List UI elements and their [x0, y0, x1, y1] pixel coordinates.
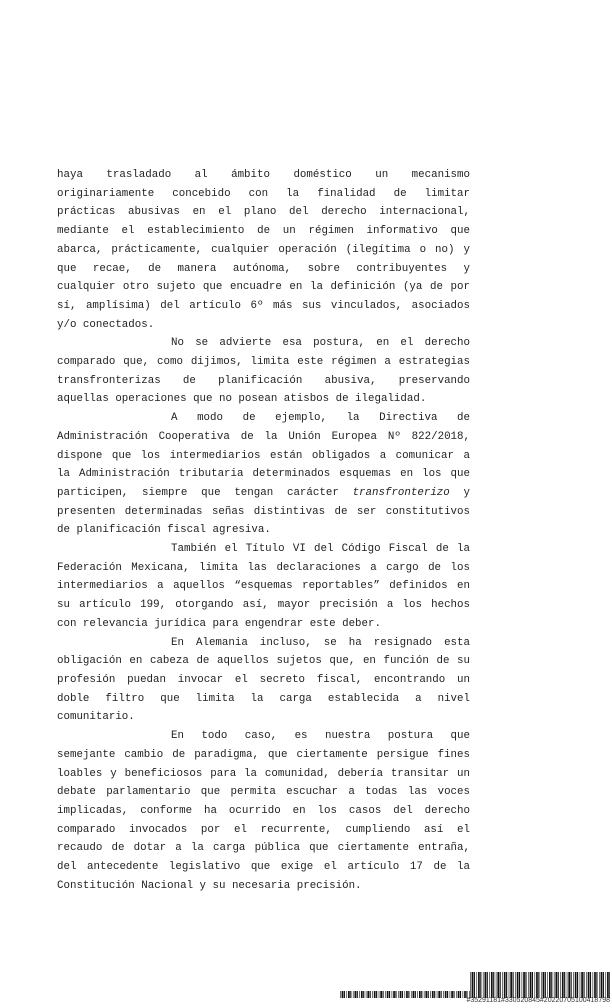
- text-line: implicadas, conforme ha ocurrido en los casos del derecho: [57, 804, 470, 817]
- text-line: obligación en cabeza de aquellos sujetos que, en función de su: [57, 655, 470, 668]
- text-line: y/o conectados.: [57, 318, 155, 331]
- text-line: recaudo de dotar a la carga pública que ciertamente entraña,: [57, 842, 470, 855]
- text-line: En todo caso, es nuestra postura que: [171, 730, 470, 743]
- barcode-number: #35291181#330520845#20220705100418798: [466, 997, 610, 1004]
- text-line: loables y beneficiosos para la comunidad, debería transitar un: [57, 767, 470, 780]
- barcode-footer: [340, 970, 610, 1008]
- document-body: [57, 166, 470, 895]
- paragraph: [57, 727, 470, 895]
- text-line: la Administración tributaria determinados esquemas en los que: [57, 468, 470, 481]
- paragraph: [57, 634, 470, 728]
- text-line: Federación Mexicana, limita las declaraciones a cargo de los: [57, 561, 470, 574]
- text-line: comparado invocados por el recurrente, cumpliendo así el: [57, 823, 470, 836]
- text-line: originariamente concebido con la finalidad de limitar: [57, 187, 470, 200]
- text-line: A modo de ejemplo, la Directiva de: [171, 412, 470, 425]
- text-line: mediante el establecimiento de un régimen informativo que: [57, 225, 470, 238]
- text-line: del antecedente legislativo que exige el artículo 17 de la: [57, 861, 470, 874]
- text-line: debate parlamentario que permita escuchar a todas las voces: [57, 786, 470, 799]
- text-line: aquellas operaciones que no posean atisbos de ilegalidad.: [57, 393, 427, 406]
- text-line: con relevancia jurídica para engendrar este deber.: [57, 617, 381, 630]
- text-line: cualquier otro sujeto que encuadre en la definición (ya de por: [57, 281, 470, 294]
- text-line: En Alemania incluso, se ha resignado esta: [171, 636, 470, 649]
- text-line: comparado que, como dijimos, limita este régimen a estrategias: [57, 356, 470, 369]
- text-line: Constitución Nacional y su necesaria precisión.: [57, 879, 362, 892]
- paragraph: [57, 540, 470, 634]
- text-line: No se advierte esa postura, en el derecho: [171, 337, 470, 350]
- paragraph: [57, 409, 470, 540]
- text-line: de planificación fiscal agresiva.: [57, 524, 271, 537]
- text-line: haya trasladado al ámbito doméstico un mecanismo: [57, 169, 470, 181]
- text-line: prácticas abusivas en el plano del derecho internacional,: [57, 206, 470, 219]
- text-line: abarca, prácticamente, cualquier operación (ilegítima o no) y: [57, 243, 470, 256]
- text-line: presenten determinadas señas distintivas de ser constitutivos: [57, 505, 470, 518]
- text-line: dispone que los intermediarios están obligados a comunicar a: [57, 449, 470, 462]
- text-line: participen, siempre que tengan carácter transfronterizo y: [57, 486, 471, 499]
- paragraph: [57, 334, 470, 409]
- text-line: doble filtro que limita la carga establecida a nivel: [57, 692, 470, 705]
- paragraph: [57, 166, 470, 334]
- text-line: semejante cambio de paradigma, que ciertamente persigue fines: [57, 748, 470, 761]
- text-line: profesión puedan invocar el secreto fiscal, encontrando un: [57, 673, 470, 686]
- text-line: sí, amplísima) del artículo 6º más sus vinculados, asociados: [57, 299, 470, 312]
- text-line: comunitario.: [57, 711, 135, 724]
- text-line: También el Título VI del Código Fiscal de la: [171, 543, 470, 556]
- text-line: su artículo 199, otorgando así, mayor precisión a los hechos: [57, 599, 470, 612]
- barcode-image: [470, 972, 610, 998]
- text-line: Administración Cooperativa de la Unión Europea Nº 822/2018,: [57, 430, 470, 443]
- text-line: que recae, de manera autónoma, sobre contribuyentes y: [57, 262, 470, 275]
- text-line: intermediarios a aquellos “esquemas reportables” definidos en: [57, 580, 470, 593]
- text-line: transfronterizas de planificación abusiva, preservando: [57, 374, 470, 387]
